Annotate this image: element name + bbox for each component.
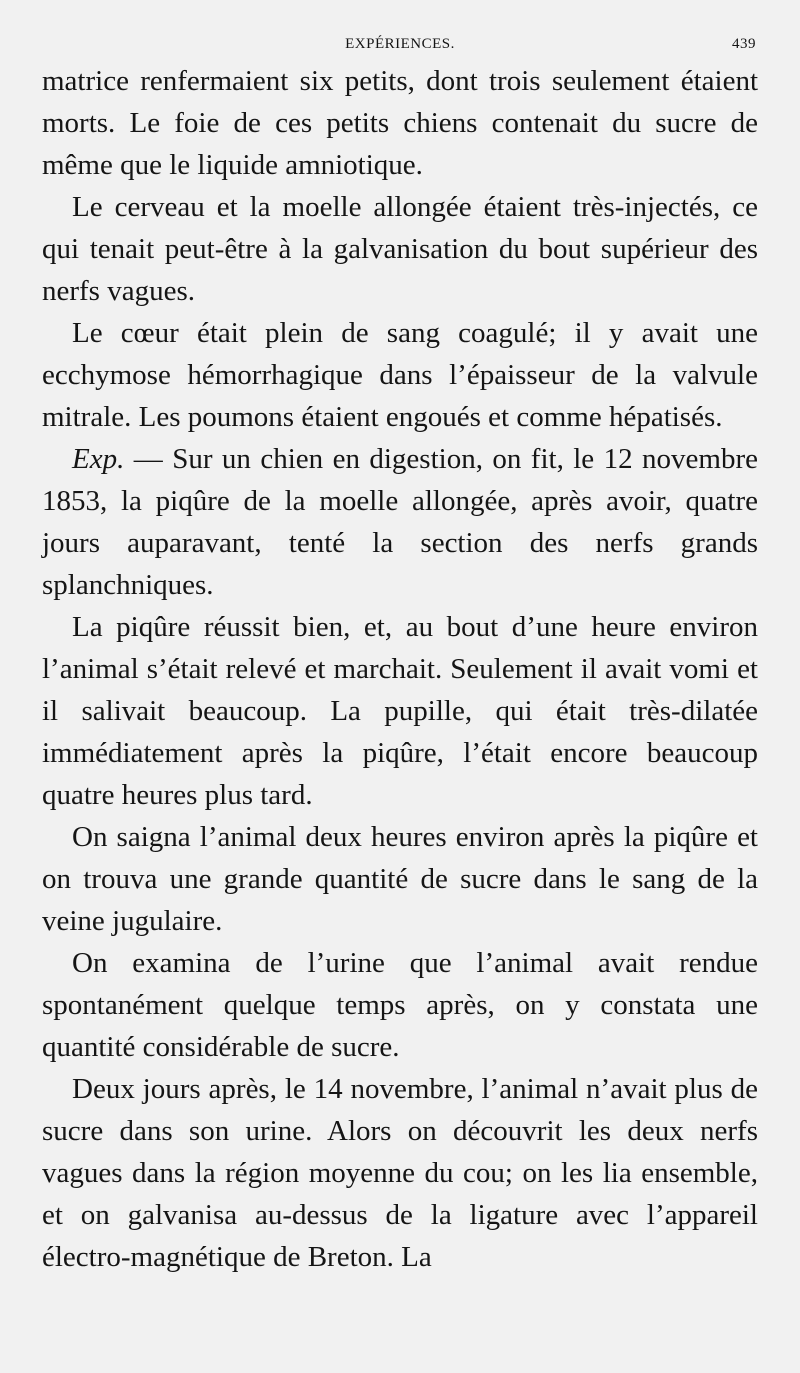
experiment-text: — Sur un chien en digestion, on fit, le 12 novembre 1853, la piqûre de la moelle allongée, après avoir, quatre jours auparavant, tenté la section des nerfs grands splanchniques. [42, 443, 758, 601]
paragraph-vagus-galvanization: Deux jours après, le 14 novembre, l’animal n’avait plus de sucre dans son urine. Alors on découvrit les deux nerfs vagues dans la région moyenne du cou; on les lia ensemble, et on galvanisa au-dessus de la ligature avec l’appareil électro-magnétique de Breton. La [42, 1073, 758, 1273]
body-text [42, 60, 758, 1278]
experiment-label: Exp. [72, 443, 125, 475]
paragraph-bleeding: On saigna l’animal deux heures environ après la piqûre et on trouva une grande quantité de sucre dans le sang de la veine jugulaire. [42, 821, 758, 937]
paragraph-litter-description: matrice renfermaient six petits, dont trois seulement étaient morts. Le foie de ces petits chiens contenait du sucre de même que le liquide amniotique. [42, 65, 758, 181]
page-number: 439 [732, 36, 756, 52]
paragraph-brain-injection: Le cerveau et la moelle allongée étaient très-injectés, ce qui tenait peut-être à la galvanisation du bout supérieur des nerfs vagues. [42, 191, 758, 307]
paragraph-urine-exam: On examina de l’urine que l’animal avait rendue spontanément quelque temps après, on y constata une quantité considérable de sucre. [42, 947, 758, 1063]
paragraph-puncture-result: La piqûre réussit bien, et, au bout d’une heure environ l’animal s’était relevé et marchait. Seulement il avait vomi et il salivait beaucoup. La pupille, qui était très-dilatée immédiatement après la piqûre, l’était encore beaucoup quatre heures plus tard. [42, 611, 758, 811]
paragraph-experiment [42, 438, 758, 606]
running-head [42, 30, 758, 60]
running-title: EXPÉRIENCES. [345, 36, 455, 52]
paragraph-heart-findings: Le cœur était plein de sang coagulé; il y avait une ecchymose hémorrhagique dans l’épaisseur de la valvule mitrale. Les poumons étaient engoués et comme hépatisés. [42, 317, 758, 433]
